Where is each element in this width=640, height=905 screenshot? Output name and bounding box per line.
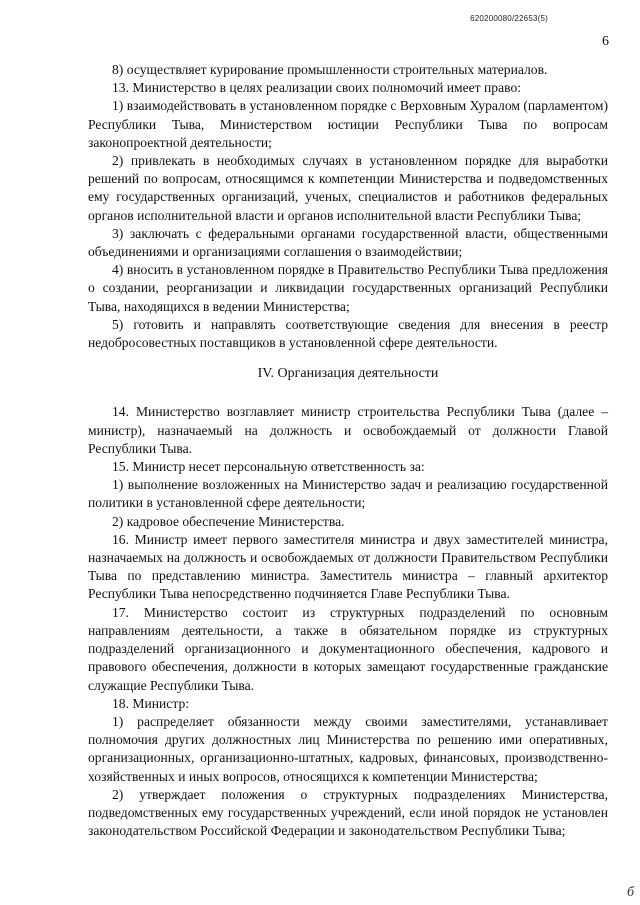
paragraph: 1) выполнение возложенных на Министерство задач и реализацию государственной политики в установленной сфере деятельности;	[88, 477, 608, 511]
paragraph: 3) заключать с федеральными органами государственной власти, общественными объединениями и организациями соглашения о взаимодействии;	[88, 225, 608, 260]
document-body	[88, 61, 608, 840]
paragraph: 2) привлекать в необходимых случаях в установленном порядке для выработки решений по вопросам, относящимся к компетенции Министерства и подведомственных ему государственных организаций, ученых, специалистов и работников федеральных органов исполнительной власти и органов исполнительной власти Республики Тыва;	[88, 153, 608, 223]
section-heading: IV. Организация деятельности	[257, 366, 439, 382]
paragraph: 17. Министерство состоит из структурных подразделений по основным направлениям деятельности, а также в обязательном порядке из структурных подразделений организационного и документационного обеспечения, кадрового и правового обеспечения, должности в которых замещают государственные гражданские служащие Республики Тыва.	[88, 604, 608, 693]
paragraph: 15. Министр несет персональную ответственность за:	[112, 459, 425, 475]
page-number: 6	[602, 34, 609, 49]
paragraph: 2) кадровое обеспечение Министерства.	[112, 513, 345, 529]
paragraph: 1) взаимодействовать в установленном порядке с Верховным Хуралом (парламентом) Республики Тыва, Министерством юстиции Республики Тыва по вопросам законопроектной деятельности;	[88, 98, 608, 150]
paragraph: 14. Министерство возглавляет министр строительства Республики Тыва (далее – министр), назначаемый на должность и освобождаемый от должности Главой Республики Тыва.	[88, 404, 608, 456]
paragraph: 18. Министр:	[112, 695, 190, 711]
paragraph: 13. Министерство в целях реализации своих полномочий имеет право:	[112, 80, 522, 96]
handwritten-mark: б	[626, 885, 634, 900]
paragraph: 8) осуществляет курирование промышленности строительных материалов.	[112, 62, 548, 77]
paragraph: 2) утверждает положения о структурных подразделениях Министерства, подведомственных ему государственных учреждений, если иной порядок не установлен законодательством Российской Федерации и законодательством Республики Тыва;	[88, 786, 608, 839]
doc-code: 620200080/22653(5)	[470, 14, 548, 23]
paragraph: 1) распределяет обязанности между своими заместителями, устанавливает полномочия других должностных лиц Министерства по решению ими оперативных, организационных, организационно-штатных, кадровых, финансовых, производственно-хозяйственных и иных вопросов, относящихся к компетенции Министерства;	[88, 713, 608, 784]
paragraph: 4) вносить в установленном порядке в Правительство Республики Тыва предложения о создании, реорганизации и ликвидации государственных организаций Республики Тыва, находящихся в ведении Министерства;	[88, 262, 608, 314]
paragraph: 16. Министр имеет первого заместителя министра и двух заместителей министра, назначаемых на должность и освобождаемых от должности Правительством Республики Тыва по представлению министра. Заместитель министра – главный архитектор Республики Тыва непосредственно подчиняется Главе Республики Тыва.	[88, 531, 608, 602]
paragraph: 5) готовить и направлять соответствующие сведения для внесения в реестр недобросовестных поставщиков в установленной сфере деятельности.	[88, 316, 608, 351]
